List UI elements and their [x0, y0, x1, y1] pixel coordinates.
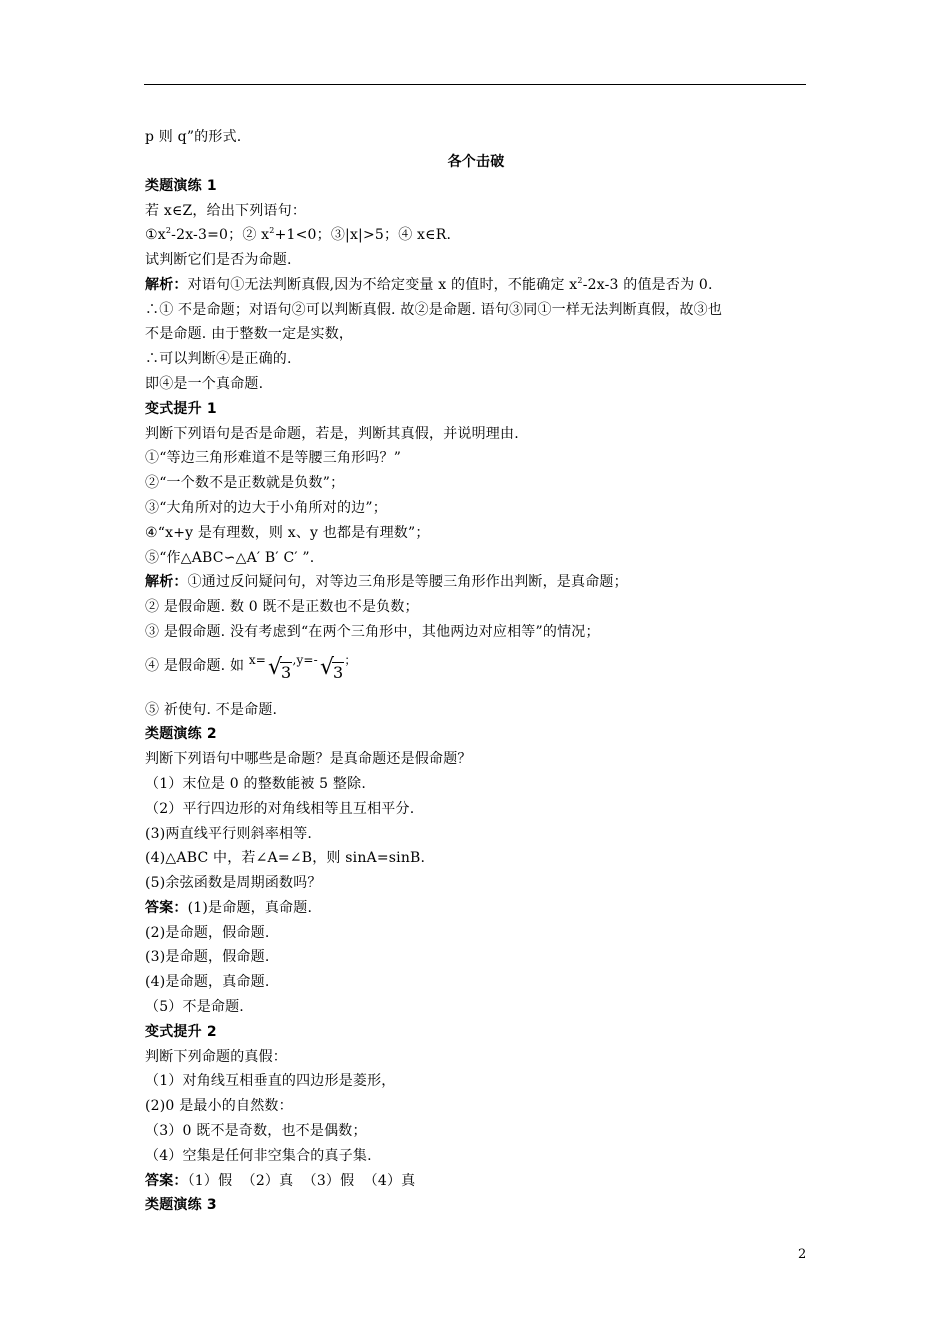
- superscript: 2: [577, 276, 583, 285]
- text-line: ∴可以判断④是正确的.: [145, 351, 292, 367]
- text-line: ∴① 不是命题；对语句②可以判断真假. 故②是命题. 语句③同①一样无法判断真假，故③也: [145, 302, 723, 318]
- text-line: 试判断它们是否为命题.: [145, 252, 292, 268]
- text-line: [145, 225, 451, 245]
- text-line: ⑤ 祈使句. 不是命题.: [145, 702, 278, 718]
- text-line: 若 x∈Z，给出下列语句：: [145, 203, 307, 219]
- text-span: ；: [344, 653, 357, 667]
- text-line: （1）对角线互相垂直的四边形是菱形，: [145, 1073, 396, 1089]
- text-line: （2）平行四边形的对角线相等且互相平分.: [145, 801, 415, 817]
- exercise-heading: 类题演练 1: [145, 178, 217, 194]
- radicand: 3: [332, 663, 344, 682]
- text-span: ④ 是假命题. 如: [145, 658, 249, 674]
- text-line: ②“一个数不是正数就是负数”；: [145, 475, 345, 491]
- text-span: +1<0；③|x|>5；④ x∈R.: [274, 227, 452, 243]
- text-span: 对语句①无法判断真假,因为不给定变量 x 的值时，不能确定 x: [187, 277, 578, 293]
- text-line: （5）不是命题.: [145, 999, 244, 1015]
- text-line: (4)△ABC 中，若∠A=∠B，则 sinA=sinB.: [145, 850, 426, 866]
- text-line: 即④是一个真命题.: [145, 376, 264, 392]
- text-line: (2)是命题，假命题.: [145, 925, 270, 941]
- exercise-heading: 类题演练 3: [145, 1197, 217, 1213]
- exercise-heading: 变式提升 2: [145, 1024, 217, 1040]
- header-rule: [144, 84, 806, 85]
- text-line: (3)两直线平行则斜率相等.: [145, 826, 313, 842]
- text-line: [145, 650, 357, 683]
- exercise-heading: 类题演练 2: [145, 726, 217, 742]
- page-number: 2: [798, 1247, 807, 1262]
- text-line: ⑤“作△ABC∽△A′ B′ C′ ”.: [145, 550, 315, 566]
- text-line: [145, 1171, 415, 1191]
- text-line: 判断下列语句中哪些是命题？是真命题还是假命题？: [145, 751, 472, 767]
- text-span: -2x-3 的值是否为 0.: [582, 277, 713, 293]
- sqrt-expression: √ 3: [319, 655, 344, 682]
- section-heading: 各个击破: [447, 154, 505, 170]
- text-line: 判断下列语句是否是命题，若是，判断其真假，并说明理由.: [145, 426, 519, 442]
- text-span: ,: [292, 653, 297, 667]
- text-line: p 则 q”的形式.: [145, 129, 242, 145]
- text-line: ④“x+y 是有理数，则 x、y 也都是有理数”；: [145, 525, 430, 541]
- label-analysis: 解析：: [145, 574, 188, 590]
- text-line: （1）末位是 0 的整数能被 5 整除.: [145, 776, 366, 792]
- text-span: ①x: [145, 227, 166, 243]
- text-span: （1）假 （2）真 （3）假 （4）真: [187, 1173, 416, 1189]
- text-line: ③ 是假命题. 没有考虑到“在两个三角形中，其他两边对应相等”的情况；: [145, 624, 600, 640]
- sqrt-expression: √ 3: [268, 655, 292, 682]
- text-line: ② 是假命题. 数 0 既不是正数也不是负数；: [145, 599, 419, 615]
- text-span: (1)是命题，真命题.: [187, 900, 313, 916]
- label-analysis: 解析：: [145, 277, 188, 293]
- text-span: y=-: [296, 653, 318, 667]
- label-answer: 答案：: [145, 900, 188, 916]
- text-line: (3)是命题，假命题.: [145, 949, 270, 965]
- text-line: (4)是命题，真命题.: [145, 974, 270, 990]
- text-line: 不是命题. 由于整数一定是实数，: [145, 326, 354, 342]
- text-line: [145, 275, 713, 295]
- label-answer: 答案：: [145, 1173, 188, 1189]
- text-line: (2)0 是最小的自然数：: [145, 1098, 293, 1114]
- text-span: -2x-3=0；② x: [171, 227, 270, 243]
- text-span: ①通过反问疑问句，对等边三角形是等腰三角形作出判断，是真命题；: [187, 574, 628, 590]
- text-line: (5)余弦函数是周期函数吗？: [145, 875, 322, 891]
- text-line: ③“大角所对的边大于小角所对的边”；: [145, 500, 387, 516]
- text-span: x=: [248, 653, 267, 667]
- text-line: [145, 572, 628, 592]
- text-line: （4）空集是任何非空集合的真子集.: [145, 1148, 372, 1164]
- radicand: 3: [281, 663, 292, 682]
- text-line: [145, 898, 312, 918]
- text-line: 判断下列命题的真假：: [145, 1049, 287, 1065]
- text-line: （3）0 既不是奇数，也不是偶数；: [145, 1123, 367, 1139]
- superscript: 2: [269, 226, 275, 235]
- superscript: 2: [165, 226, 172, 235]
- text-line: ①“等边三角形难道不是等腰三角形吗？”: [145, 450, 402, 466]
- exercise-heading: 变式提升 1: [145, 401, 217, 417]
